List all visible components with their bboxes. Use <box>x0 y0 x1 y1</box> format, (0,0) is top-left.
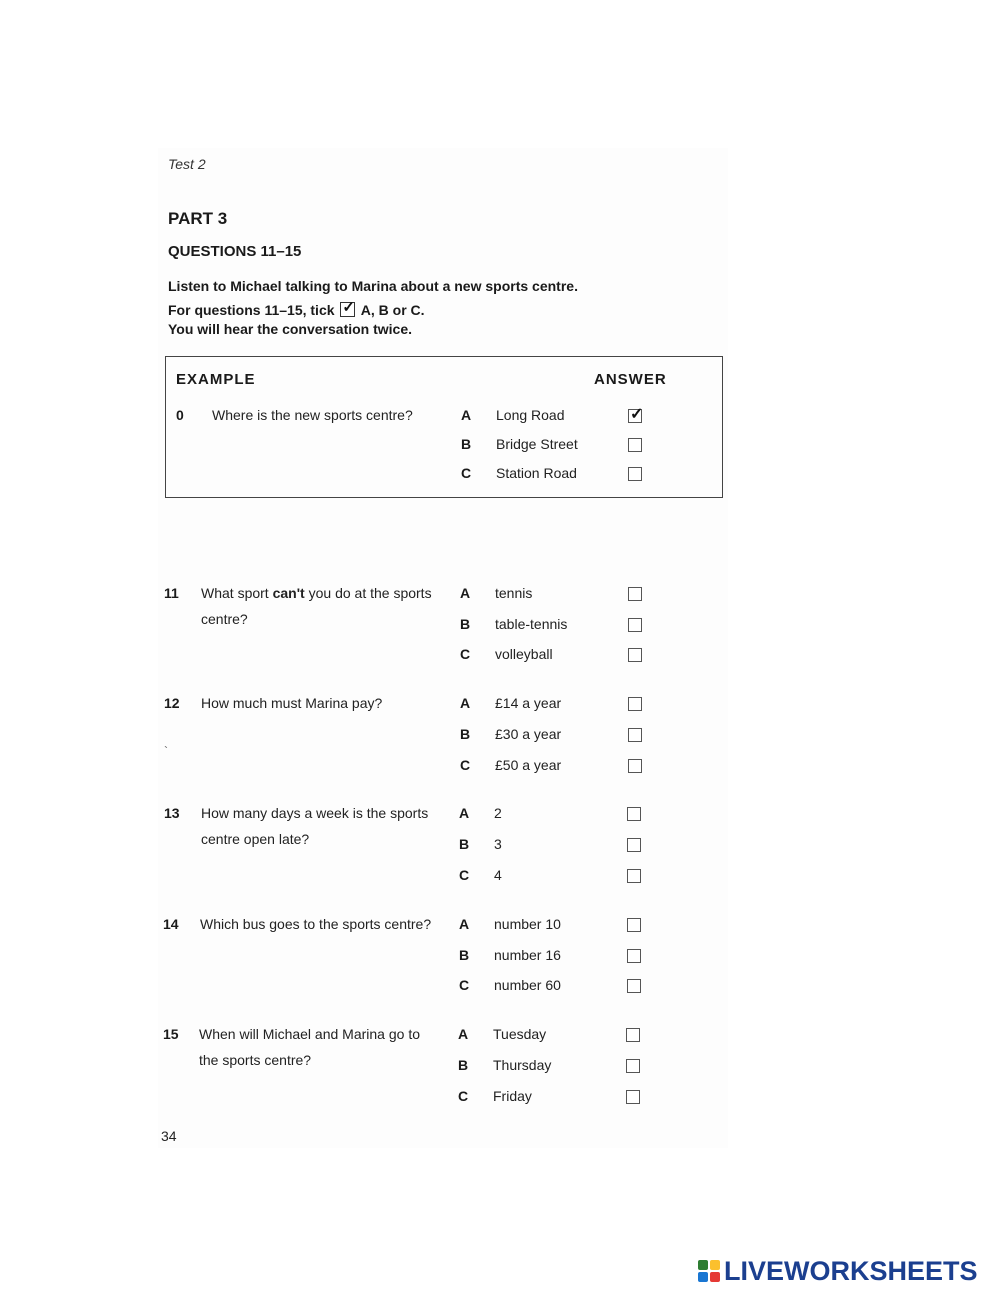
answer-checkbox[interactable] <box>626 1059 640 1073</box>
option-letter: C <box>458 1088 469 1104</box>
option-text: tennis <box>495 585 533 601</box>
option-text: £50 a year <box>495 757 562 773</box>
option-letter: C <box>459 867 470 883</box>
option-text: Friday <box>493 1088 532 1104</box>
question-text <box>201 800 436 852</box>
liveworksheets-brand <box>698 1256 978 1286</box>
option-text: £30 a year <box>495 726 562 742</box>
answer-checkbox[interactable] <box>627 979 641 993</box>
option-text: Bridge Street <box>496 436 578 452</box>
option-text: Long Road <box>496 407 565 423</box>
option-text: 2 <box>494 805 502 821</box>
question-text-part: Which bus goes to the sports centre? <box>200 916 432 932</box>
instruction-3: You will hear the conversation twice. <box>168 321 413 337</box>
option-letter: B <box>458 1057 469 1073</box>
question-range: QUESTIONS 11–15 <box>168 243 302 260</box>
question-text-part: How many days a week is the sports centre open late? <box>201 805 429 847</box>
answer-checkbox[interactable] <box>628 728 642 742</box>
option-letter: C <box>459 977 470 993</box>
question-number: 13 <box>164 805 180 821</box>
option-text: number 60 <box>494 977 561 993</box>
option-letter: A <box>461 407 472 423</box>
question-number: 14 <box>163 916 179 932</box>
example-label: EXAMPLE <box>176 371 256 388</box>
option-letter: B <box>461 436 472 452</box>
logo-square <box>698 1260 708 1270</box>
answer-checkbox[interactable] <box>627 949 641 963</box>
question-text <box>201 580 436 632</box>
answer-checkbox[interactable] <box>626 1028 640 1042</box>
question-text-part: When will Michael and Marina go to the sports centre? <box>199 1026 420 1068</box>
option-letter: B <box>459 836 470 852</box>
question-number: 11 <box>164 585 179 601</box>
question-number: 12 <box>164 695 180 711</box>
option-text: Tuesday <box>493 1026 547 1042</box>
answer-checkbox[interactable] <box>628 587 642 601</box>
answer-checkbox[interactable] <box>628 648 642 662</box>
option-text: Station Road <box>496 465 577 481</box>
option-letter: B <box>460 726 471 742</box>
option-letter: C <box>460 757 471 773</box>
answer-label: ANSWER <box>594 371 667 388</box>
option-text: volleyball <box>495 646 553 662</box>
option-letter: A <box>459 916 470 932</box>
option-letter: C <box>460 646 471 662</box>
answer-checkbox[interactable] <box>627 869 641 883</box>
option-text: Thursday <box>493 1057 552 1073</box>
instruction-2 <box>168 302 425 318</box>
logo-square <box>698 1272 708 1282</box>
answer-checkbox[interactable] <box>628 438 642 452</box>
option-letter: C <box>461 465 472 481</box>
option-letter: A <box>460 695 471 711</box>
logo-square <box>710 1272 720 1282</box>
answer-checkbox[interactable] <box>628 467 642 481</box>
stray-mark: ` <box>164 744 168 758</box>
worksheet-page <box>158 148 728 1148</box>
question-text <box>201 690 436 716</box>
instruction-2-post: A, B or C. <box>360 302 425 318</box>
option-text: number 16 <box>494 947 561 963</box>
answer-checkbox[interactable] <box>628 409 642 423</box>
question-text-part: you do at the sports centre? <box>201 585 432 627</box>
logo-square <box>710 1260 720 1270</box>
question-number: 15 <box>163 1026 179 1042</box>
brand-text: LIVEWORKSHEETS <box>724 1255 978 1286</box>
option-letter: B <box>459 947 470 963</box>
option-letter: A <box>460 585 471 601</box>
answer-checkbox[interactable] <box>628 618 642 632</box>
option-letter: B <box>460 616 471 632</box>
question-text <box>199 1021 434 1073</box>
question-text-emphasis: can't <box>272 585 305 601</box>
answer-checkbox[interactable] <box>628 759 642 773</box>
example-question-text: Where is the new sports centre? <box>212 407 413 423</box>
option-text: 4 <box>494 867 502 883</box>
instruction-1: Listen to Michael talking to Marina about a new sports centre. <box>168 278 578 294</box>
test-label: Test 2 <box>168 156 206 172</box>
option-text: 3 <box>494 836 502 852</box>
liveworksheets-logo-icon <box>698 1260 720 1282</box>
option-letter: A <box>459 805 470 821</box>
example-number: 0 <box>176 407 184 423</box>
question-text-part: What sport <box>201 585 273 601</box>
answer-checkbox[interactable] <box>628 697 642 711</box>
answer-checkbox[interactable] <box>626 1090 640 1104</box>
option-text: £14 a year <box>495 695 562 711</box>
part-title: PART 3 <box>168 209 228 228</box>
answer-checkbox[interactable] <box>627 918 641 932</box>
page-number: 34 <box>161 1128 177 1144</box>
option-text: number 10 <box>494 916 561 932</box>
tick-box-icon <box>340 302 355 317</box>
option-letter: A <box>458 1026 469 1042</box>
instruction-2-pre: For questions 11–15, tick <box>168 302 335 318</box>
answer-checkbox[interactable] <box>627 807 641 821</box>
option-text: table-tennis <box>495 616 568 632</box>
question-text <box>200 911 435 937</box>
question-text-part: How much must Marina pay? <box>201 695 383 711</box>
answer-checkbox[interactable] <box>627 838 641 852</box>
